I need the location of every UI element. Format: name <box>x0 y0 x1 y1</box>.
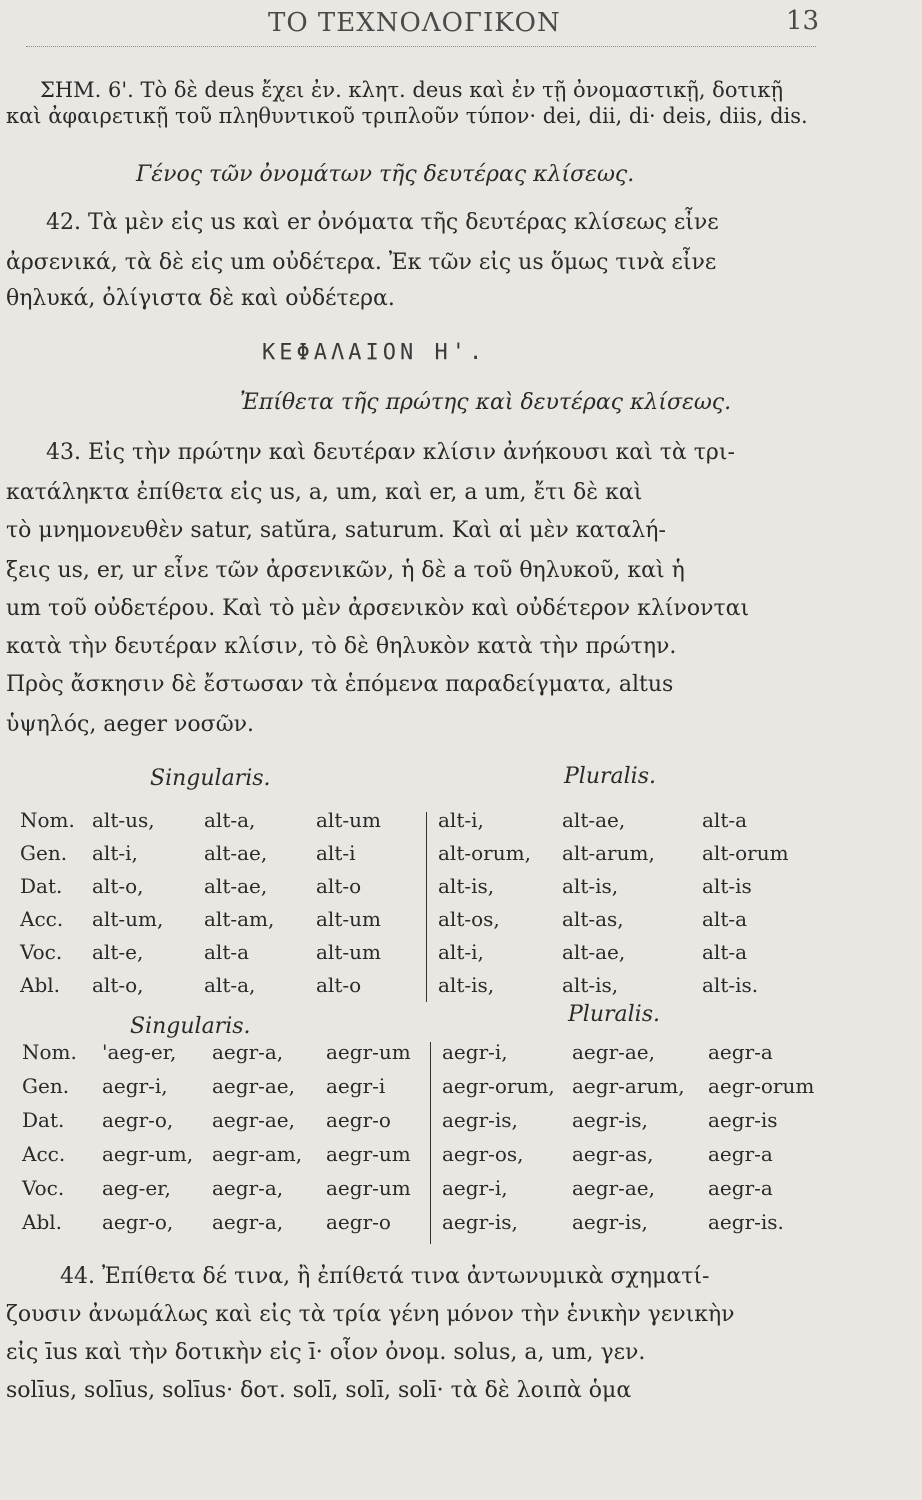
table1-divider <box>426 812 427 1002</box>
table-cell-s2: aegr-ae, <box>212 1108 295 1132</box>
table-cell-s3: aegr-um <box>326 1040 411 1064</box>
table-cell-case: Acc. <box>20 907 64 931</box>
note-line-1: ΣΗΜ. 6'. Τὸ δὲ deus ἔχει ἐν. κλητ. deus καὶ ἐν τῇ ὀνομαστικῇ, δοτικῇ <box>40 78 784 102</box>
table-cell-s1: 'aeg-er, <box>102 1040 177 1064</box>
para43-line-3: τὸ μνημονευθὲν satur, satŭra, saturum. Καὶ αἱ μὲν καταλή- <box>6 518 666 543</box>
para43-line-8: ὑψηλός, aeger νοσῶν. <box>6 712 254 737</box>
table-cell-p2: alt-as, <box>562 907 624 931</box>
table-cell-p3: aegr-a <box>708 1142 773 1166</box>
table-cell-p2: aegr-is, <box>572 1210 648 1234</box>
page-number: 13 <box>786 6 820 36</box>
table-cell-p1: alt-os, <box>438 907 500 931</box>
running-header <box>0 4 922 44</box>
table-cell-s3: alt-um <box>316 940 381 964</box>
table-cell-p1: aegr-orum, <box>442 1074 555 1098</box>
table-cell-s1: alt-us, <box>92 808 155 832</box>
table-cell-s1: alt-o, <box>92 973 144 997</box>
para44-line-2: ζουσιν ἀνωμάλως καὶ εἰς τὰ τρία γένη μόνον τὴν ἑνικὴν γενικὴν <box>6 1302 735 1327</box>
table-cell-s3: alt-o <box>316 973 362 997</box>
chapter-heading: ΚΕΦΑΛΑΙΟΝ Η'. <box>262 340 487 365</box>
para43-line-7: Πρὸς ἄσκησιν δὲ ἔστωσαν τὰ ἑπόμενα παραδείγματα, altus <box>6 672 674 697</box>
table-cell-p1: alt-i, <box>438 940 484 964</box>
declension-table-altus <box>0 760 922 1010</box>
table-cell-s1: alt-um, <box>92 907 164 931</box>
table2-plural-label: Pluralis. <box>568 1002 660 1027</box>
table-cell-p3: alt-a <box>702 808 748 832</box>
table-cell-p3: aegr-is <box>708 1108 778 1132</box>
table-cell-s2: alt-ae, <box>204 874 268 898</box>
chapter-subtitle: Ἐπίθετα τῆς πρώτης καὶ δευτέρας κλίσεως. <box>240 390 732 415</box>
para43-line-5: um τοῦ οὐδετέρου. Καὶ τὸ μὲν ἀρσενικὸν καὶ οὐδέτερον κλίνονται <box>6 596 750 621</box>
table-cell-p2: aegr-as, <box>572 1142 654 1166</box>
para43-line-4: ξεις us, er, ur εἶνε τῶν ἀρσενικῶν, ἡ δὲ a τοῦ θηλυκοῦ, καὶ ἡ <box>6 558 685 583</box>
table-cell-case: Voc. <box>20 940 63 964</box>
table-cell-p3: aegr-a <box>708 1040 773 1064</box>
table-cell-s2: aegr-ae, <box>212 1074 295 1098</box>
table-cell-p2: alt-is, <box>562 973 619 997</box>
table-cell-s2: alt-ae, <box>204 841 268 865</box>
para42-line-2: ἀρσενικά, τὰ δὲ εἰς um οὐδέτερα. Ἐκ τῶν εἰς us ὅμως τινὰ εἶνε <box>6 250 717 275</box>
table-cell-p3: alt-a <box>702 907 748 931</box>
table-cell-s1: alt-i, <box>92 841 138 865</box>
table-cell-s1: aeg-er, <box>102 1176 171 1200</box>
declension-table-aeger <box>0 1000 922 1260</box>
table-cell-case: Abl. <box>20 973 60 997</box>
table-cell-p3: alt-is <box>702 874 752 898</box>
table-cell-case: Gen. <box>20 841 68 865</box>
table-cell-case: Dat. <box>20 874 63 898</box>
running-title: ΤΟ ΤΕΧΝΟΛΟΓΙΚΟΝ <box>268 8 561 38</box>
table-cell-p2: alt-ae, <box>562 808 626 832</box>
table-cell-s3: alt-o <box>316 874 362 898</box>
table-cell-p1: alt-orum, <box>438 841 531 865</box>
para42-line-1: 42. Τὰ μὲν εἰς us καὶ er ὀνόματα τῆς δευτέρας κλίσεως εἶνε <box>46 210 719 235</box>
table1-singular-label: Singularis. <box>150 766 271 791</box>
table-cell-s3: aegr-um <box>326 1176 411 1200</box>
para44-line-4: solīus, solīus, solīus· δοτ. solī, solī, solī· τὰ δὲ λοιπὰ ὁμα <box>6 1378 632 1403</box>
table-cell-s2: aegr-a, <box>212 1040 284 1064</box>
table-cell-s1: alt-o, <box>92 874 144 898</box>
table-cell-p2: aegr-ae, <box>572 1176 655 1200</box>
table-cell-p1: alt-i, <box>438 808 484 832</box>
table-cell-s3: alt-um <box>316 907 381 931</box>
table-cell-s3: aegr-um <box>326 1142 411 1166</box>
para43-line-6: κατὰ τὴν δευτέραν κλίσιν, τὸ δὲ θηλυκὸν κατὰ τὴν πρώτην. <box>6 634 677 659</box>
table2-singular-label: Singularis. <box>130 1014 251 1039</box>
table-cell-p1: alt-is, <box>438 973 495 997</box>
para44-line-1: 44. Ἐπίθετα δέ τινα, ἢ ἐπίθετά τινα ἀντωνυμικὰ σχηματί- <box>60 1264 710 1289</box>
table-cell-s2: aegr-am, <box>212 1142 303 1166</box>
table-cell-case: Voc. <box>22 1176 65 1200</box>
table-cell-p2: aegr-ae, <box>572 1040 655 1064</box>
table-cell-p3: alt-orum <box>702 841 789 865</box>
table-cell-p3: alt-a <box>702 940 748 964</box>
table-cell-p1: aegr-is, <box>442 1108 518 1132</box>
table-cell-s3: aegr-i <box>326 1074 386 1098</box>
para43-line-1: 43. Εἰς τὴν πρώτην καὶ δευτέραν κλίσιν ἀνήκουσι καὶ τὰ τρι- <box>46 440 735 465</box>
table-cell-p3: aegr-is. <box>708 1210 784 1234</box>
table-cell-p2: aegr-arum, <box>572 1074 685 1098</box>
table-cell-p2: alt-is, <box>562 874 619 898</box>
header-rule <box>26 46 816 47</box>
table-cell-case: Acc. <box>22 1142 66 1166</box>
table-cell-s1: aegr-o, <box>102 1210 174 1234</box>
table-cell-case: Nom. <box>20 808 75 832</box>
table-cell-p1: aegr-i, <box>442 1040 508 1064</box>
table2-divider <box>430 1042 431 1244</box>
table-cell-p2: aegr-is, <box>572 1108 648 1132</box>
para42-line-3: θηλυκά, ὀλίγιστα δὲ καὶ οὐδέτερα. <box>6 286 395 311</box>
table-cell-s1: aegr-um, <box>102 1142 194 1166</box>
table-cell-p2: alt-ae, <box>562 940 626 964</box>
table-cell-p2: alt-arum, <box>562 841 655 865</box>
table-cell-s2: aegr-a, <box>212 1176 284 1200</box>
table-cell-p1: aegr-i, <box>442 1176 508 1200</box>
para44-line-3: εἰς īus καὶ τὴν δοτικὴν εἰς ī· οἷον ὀνομ. solus, a, um, γεν. <box>6 1340 646 1365</box>
table-cell-s2: alt-am, <box>204 907 275 931</box>
table-cell-s3: alt-i <box>316 841 356 865</box>
table-cell-s1: alt-e, <box>92 940 144 964</box>
table-cell-s2: aegr-a, <box>212 1210 284 1234</box>
table-cell-p3: aegr-a <box>708 1176 773 1200</box>
table-cell-p1: aegr-is, <box>442 1210 518 1234</box>
table-cell-s1: aegr-o, <box>102 1108 174 1132</box>
table-cell-case: Dat. <box>22 1108 65 1132</box>
table-cell-s1: aegr-i, <box>102 1074 168 1098</box>
section-title: Γένος τῶν ὀνομάτων τῆς δευτέρας κλίσεως. <box>136 162 635 187</box>
table1-plural-label: Pluralis. <box>564 764 656 789</box>
table-cell-s3: alt-um <box>316 808 381 832</box>
table-cell-s2: alt-a, <box>204 808 256 832</box>
note-line-2: καὶ ἀφαιρετικῇ τοῦ πληθυντικοῦ τριπλοῦν τύπον· dei, dii, di· deis, diis, dis. <box>6 104 808 128</box>
table-cell-p1: aegr-os, <box>442 1142 524 1166</box>
table-cell-case: Nom. <box>22 1040 77 1064</box>
table-cell-s3: aegr-o <box>326 1210 391 1234</box>
table-cell-p3: alt-is. <box>702 973 759 997</box>
table-cell-s2: alt-a, <box>204 973 256 997</box>
table-cell-p1: alt-is, <box>438 874 495 898</box>
para43-line-2: κατάληκτα ἐπίθετα εἰς us, a, um, καὶ er, a um, ἔτι δὲ καὶ <box>6 480 643 505</box>
table-cell-s2: alt-a <box>204 940 250 964</box>
table-cell-p3: aegr-orum <box>708 1074 815 1098</box>
table-cell-case: Gen. <box>22 1074 70 1098</box>
table-cell-s3: aegr-o <box>326 1108 391 1132</box>
table-cell-case: Abl. <box>22 1210 62 1234</box>
